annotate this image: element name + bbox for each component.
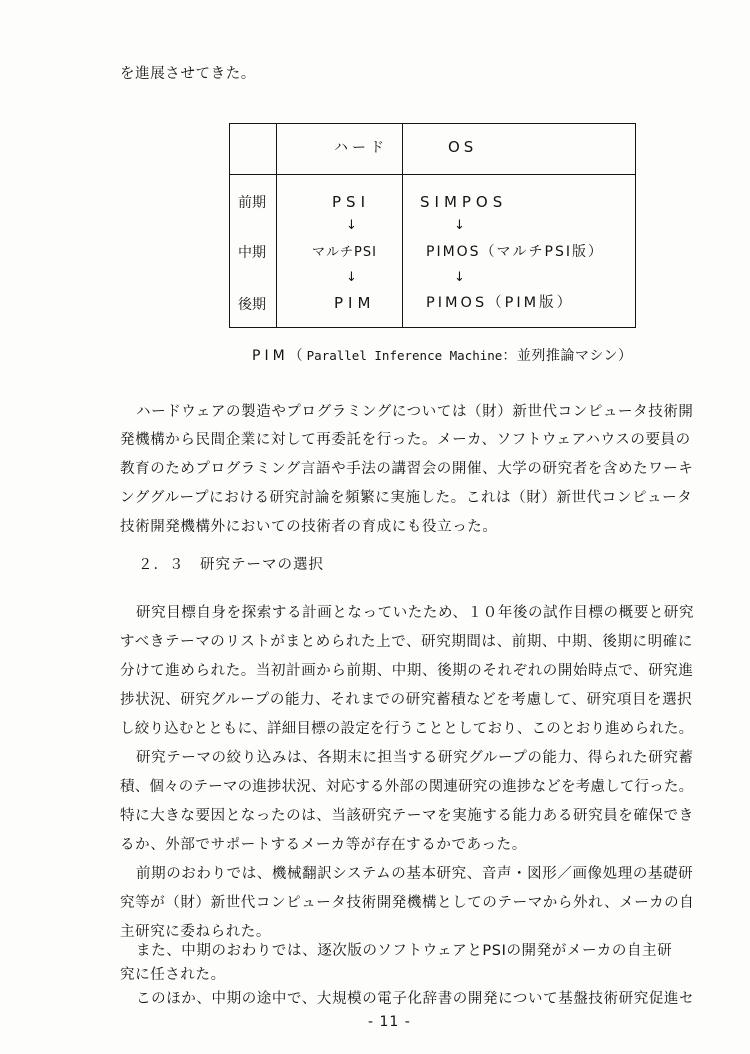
arrow-down-icon: ↓ xyxy=(346,218,357,233)
table-divider xyxy=(402,124,403,327)
hard-middle: マルチPSI xyxy=(312,245,377,260)
page-number: - 11 - xyxy=(368,1014,411,1030)
paragraph-line: 技術開発機構外においての技術者の育成にも役立った。 xyxy=(120,519,498,535)
period-late: 後期 xyxy=(238,297,266,313)
paragraph-line: ハードウェアの製造やプログラミングについては（財）新世代コンピュータ技術開 xyxy=(136,404,694,420)
intro-line: を進展させてきた。 xyxy=(120,66,256,82)
paragraph-line: し絞り込むとともに、詳細目標の設定を行うこととしており、このとおり進められた。 xyxy=(120,721,694,737)
os-late: PIMOS（PIM版） xyxy=(426,295,575,311)
os-early: SIMPOS xyxy=(420,193,508,211)
hard-early: PSI xyxy=(332,193,370,211)
table-divider xyxy=(230,174,635,175)
caption-english: Parallel Inference Machine xyxy=(306,348,503,363)
caption-japanese: ：並列推論マシン） xyxy=(502,348,633,364)
paragraph-line: 前期のおわりでは、機械翻訳システムの基本研究、音声・図形／画像処理の基礎研 xyxy=(136,866,694,882)
hardware-os-table xyxy=(229,123,636,328)
paragraph-line: 究に任された。 xyxy=(120,967,226,983)
paragraph-line: また、中期のおわりでは、逐次版のソフトウェアとPSIの開発がメーカの自主研 xyxy=(136,943,673,959)
paragraph-line: 研究テーマの絞り込みは、各期末に担当する研究グループの能力、得られた研究蓄 xyxy=(136,750,694,766)
arrow-down-icon: ↓ xyxy=(454,218,465,233)
hard-late: PIM xyxy=(334,294,376,312)
paragraph-line: 捗状況、研究グループの能力、それまでの研究蓄積などを考慮して、研究項目を選択 xyxy=(120,692,693,708)
paragraph-line: このほか、中期の途中で、大規模の電子化辞書の開発について基盤技術研究促進セ xyxy=(136,991,695,1007)
paragraph-line: すべきテーマのリストがまとめられた上で、研究期間は、前期、中期、後期に明確に xyxy=(120,634,693,650)
paragraph-line: 分けて進められた。当初計画から前期、中期、後期のそれぞれの開始時点で、研究進 xyxy=(120,663,694,679)
arrow-down-icon: ↓ xyxy=(346,270,357,285)
section-heading: ２．３ 研究テーマの選択 xyxy=(138,557,324,573)
paragraph-line: 積、個々のテーマの進捗状況、対応する外部の関連研究の進捗などを考慮して行った。 xyxy=(120,779,694,795)
header-hard: ハード xyxy=(334,140,388,156)
os-middle: PIMOS（マルチPSI版） xyxy=(426,244,605,260)
arrow-down-icon: ↓ xyxy=(454,270,465,285)
caption-abbr: PIM（ xyxy=(252,348,307,364)
paragraph-line: 特に大きな要因となったのは、当該研究テーマを実施する能力ある研究員を確保でき xyxy=(120,808,694,824)
paragraph-line: 研究目標自身を探索する計画となっていたため、１０年後の試作目標の概要と研究 xyxy=(136,605,695,621)
paragraph-line: るか、外部でサポートするメーカ等が存在するかであった。 xyxy=(120,837,527,853)
header-os: OS xyxy=(448,138,478,156)
paragraph-line: 主研究に委ねられた。 xyxy=(120,924,271,940)
paragraph-line: 教育のためプログラミング言語や手法の講習会の開催、大学の研究者を含めたワーキ xyxy=(120,461,694,477)
paragraph-line: 究等が（財）新世代コンピュータ技術開発機構としてのテーマから外れ、メーカの自 xyxy=(120,895,695,911)
period-early: 前期 xyxy=(238,195,266,211)
table-caption xyxy=(252,345,632,365)
table-divider xyxy=(276,124,277,327)
period-middle: 中期 xyxy=(238,245,266,261)
paragraph-line: 発機構から民間企業に対して再委託を行った。メーカ、ソフトウェアハウスの要員の xyxy=(120,432,691,448)
paragraph-line: ンググループにおける研究討論を頻繁に実施した。これは（財）新世代コンピュータ xyxy=(120,490,693,506)
